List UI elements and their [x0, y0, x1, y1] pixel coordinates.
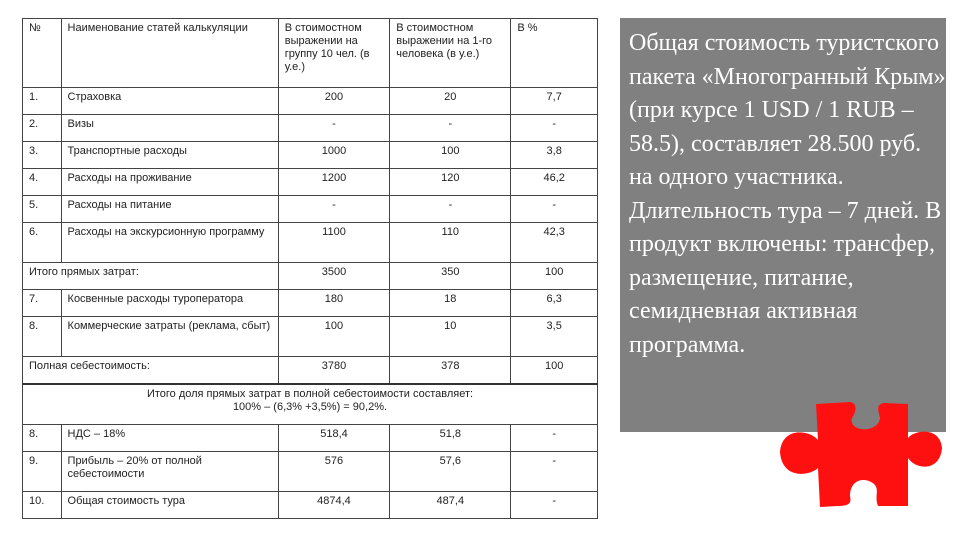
row-percent: - — [511, 425, 598, 452]
row-name: Прибыль – 20% от полной себестоимости — [61, 452, 278, 492]
row-number: 4. — [23, 169, 62, 196]
row-percent: 7,7 — [511, 88, 598, 115]
row-percent: 42,3 — [511, 223, 598, 263]
description-box — [620, 18, 946, 432]
row-person: 51,8 — [390, 425, 511, 452]
table-row — [23, 452, 598, 492]
row-number: 9. — [23, 452, 62, 492]
subtotal-group: 3500 — [278, 263, 390, 290]
direct-share-note — [23, 384, 598, 425]
subtotal-label: Итого прямых затрат: — [23, 263, 279, 290]
row-number: 1. — [23, 88, 62, 115]
table-row — [23, 115, 598, 142]
table-header — [23, 19, 598, 88]
row-name: Визы — [61, 115, 278, 142]
row-person: - — [390, 115, 511, 142]
row-number: 10. — [23, 492, 62, 519]
puzzle-piece-icon — [778, 400, 948, 515]
table-row — [23, 317, 598, 357]
table-row — [23, 223, 598, 263]
row-group: 1000 — [278, 142, 390, 169]
row-person: 10 — [390, 317, 511, 357]
row-group: 100 — [278, 317, 390, 357]
row-group: 180 — [278, 290, 390, 317]
row-number: 8. — [23, 425, 62, 452]
row-number: 8. — [23, 317, 62, 357]
header-person-cost: В стоимостном выражении на 1-го человека (в у.е.) — [390, 19, 511, 88]
puzzle-piece-shape — [780, 402, 942, 507]
row-name: Расходы на питание — [61, 196, 278, 223]
row-percent: 3,5 — [511, 317, 598, 357]
header-number: № — [23, 19, 62, 88]
row-name: Расходы на экскурсионную программу — [61, 223, 278, 263]
header-percent: В % — [511, 19, 598, 88]
row-number: 3. — [23, 142, 62, 169]
row-percent: 3,8 — [511, 142, 598, 169]
row-name: НДС – 18% — [61, 425, 278, 452]
row-group: 576 — [278, 452, 390, 492]
row-person: 20 — [390, 88, 511, 115]
row-name: Общая стоимость тура — [61, 492, 278, 519]
subtotal-percent: 100 — [511, 263, 598, 290]
row-group: 1100 — [278, 223, 390, 263]
row-group: 1200 — [278, 169, 390, 196]
table-row — [23, 425, 598, 452]
row-number: 6. — [23, 223, 62, 263]
note-line-2: 100% – (6,3% +3,5%) = 90,2%. — [232, 401, 388, 413]
row-name: Транспортные расходы — [61, 142, 278, 169]
full-cost-group: 3780 — [278, 357, 390, 385]
header-item-name: Наименование статей калькуляции — [61, 19, 278, 88]
row-name: Косвенные расходы туроператора — [61, 290, 278, 317]
subtotal-person: 350 — [390, 263, 511, 290]
table-row — [23, 142, 598, 169]
table-row — [23, 492, 598, 519]
row-person: 120 — [390, 169, 511, 196]
full-cost-percent: 100 — [511, 357, 598, 385]
table-row — [23, 196, 598, 223]
row-group: - — [278, 196, 390, 223]
row-name: Расходы на проживание — [61, 169, 278, 196]
row-percent: 6,3 — [511, 290, 598, 317]
row-percent: 46,2 — [511, 169, 598, 196]
row-person: 100 — [390, 142, 511, 169]
row-name: Страховка — [61, 88, 278, 115]
row-number: 7. — [23, 290, 62, 317]
table-row — [23, 290, 598, 317]
row-person: 110 — [390, 223, 511, 263]
cost-calculation-table — [22, 18, 598, 519]
row-number: 5. — [23, 196, 62, 223]
note-line-1: Итого доля прямых затрат в полной себестоимости составляет: — [146, 388, 474, 400]
table-row — [23, 88, 598, 115]
row-percent: - — [511, 115, 598, 142]
row-group: 518,4 — [278, 425, 390, 452]
row-name: Коммерческие затраты (реклама, сбыт) — [61, 317, 278, 357]
row-percent: - — [511, 452, 598, 492]
header-group-cost: В стоимостном выражении на группу 10 чел. (в у.е.) — [278, 19, 390, 88]
full-cost-row — [23, 357, 598, 385]
row-percent: - — [511, 492, 598, 519]
subtotal-direct-row — [23, 263, 598, 290]
row-person: - — [390, 196, 511, 223]
row-group: 4874,4 — [278, 492, 390, 519]
row-group: 200 — [278, 88, 390, 115]
row-group: - — [278, 115, 390, 142]
row-person: 18 — [390, 290, 511, 317]
tour-description: Общая стоимость туристского пакета «Многогранный Крым» (при курсе 1 USD / 1 RUB – 58.5), составляет 28.500 руб. на одного участника. Длительность тура – 7 дней. В продукт включены: трансфер, размещение, питание, семидневная активная программа. — [629, 30, 946, 358]
note-row — [23, 384, 598, 425]
row-percent: - — [511, 196, 598, 223]
table-row — [23, 169, 598, 196]
row-person: 57,6 — [390, 452, 511, 492]
full-cost-person: 378 — [390, 357, 511, 385]
full-cost-label: Полная себестоимость: — [23, 357, 279, 385]
row-number: 2. — [23, 115, 62, 142]
row-person: 487,4 — [390, 492, 511, 519]
